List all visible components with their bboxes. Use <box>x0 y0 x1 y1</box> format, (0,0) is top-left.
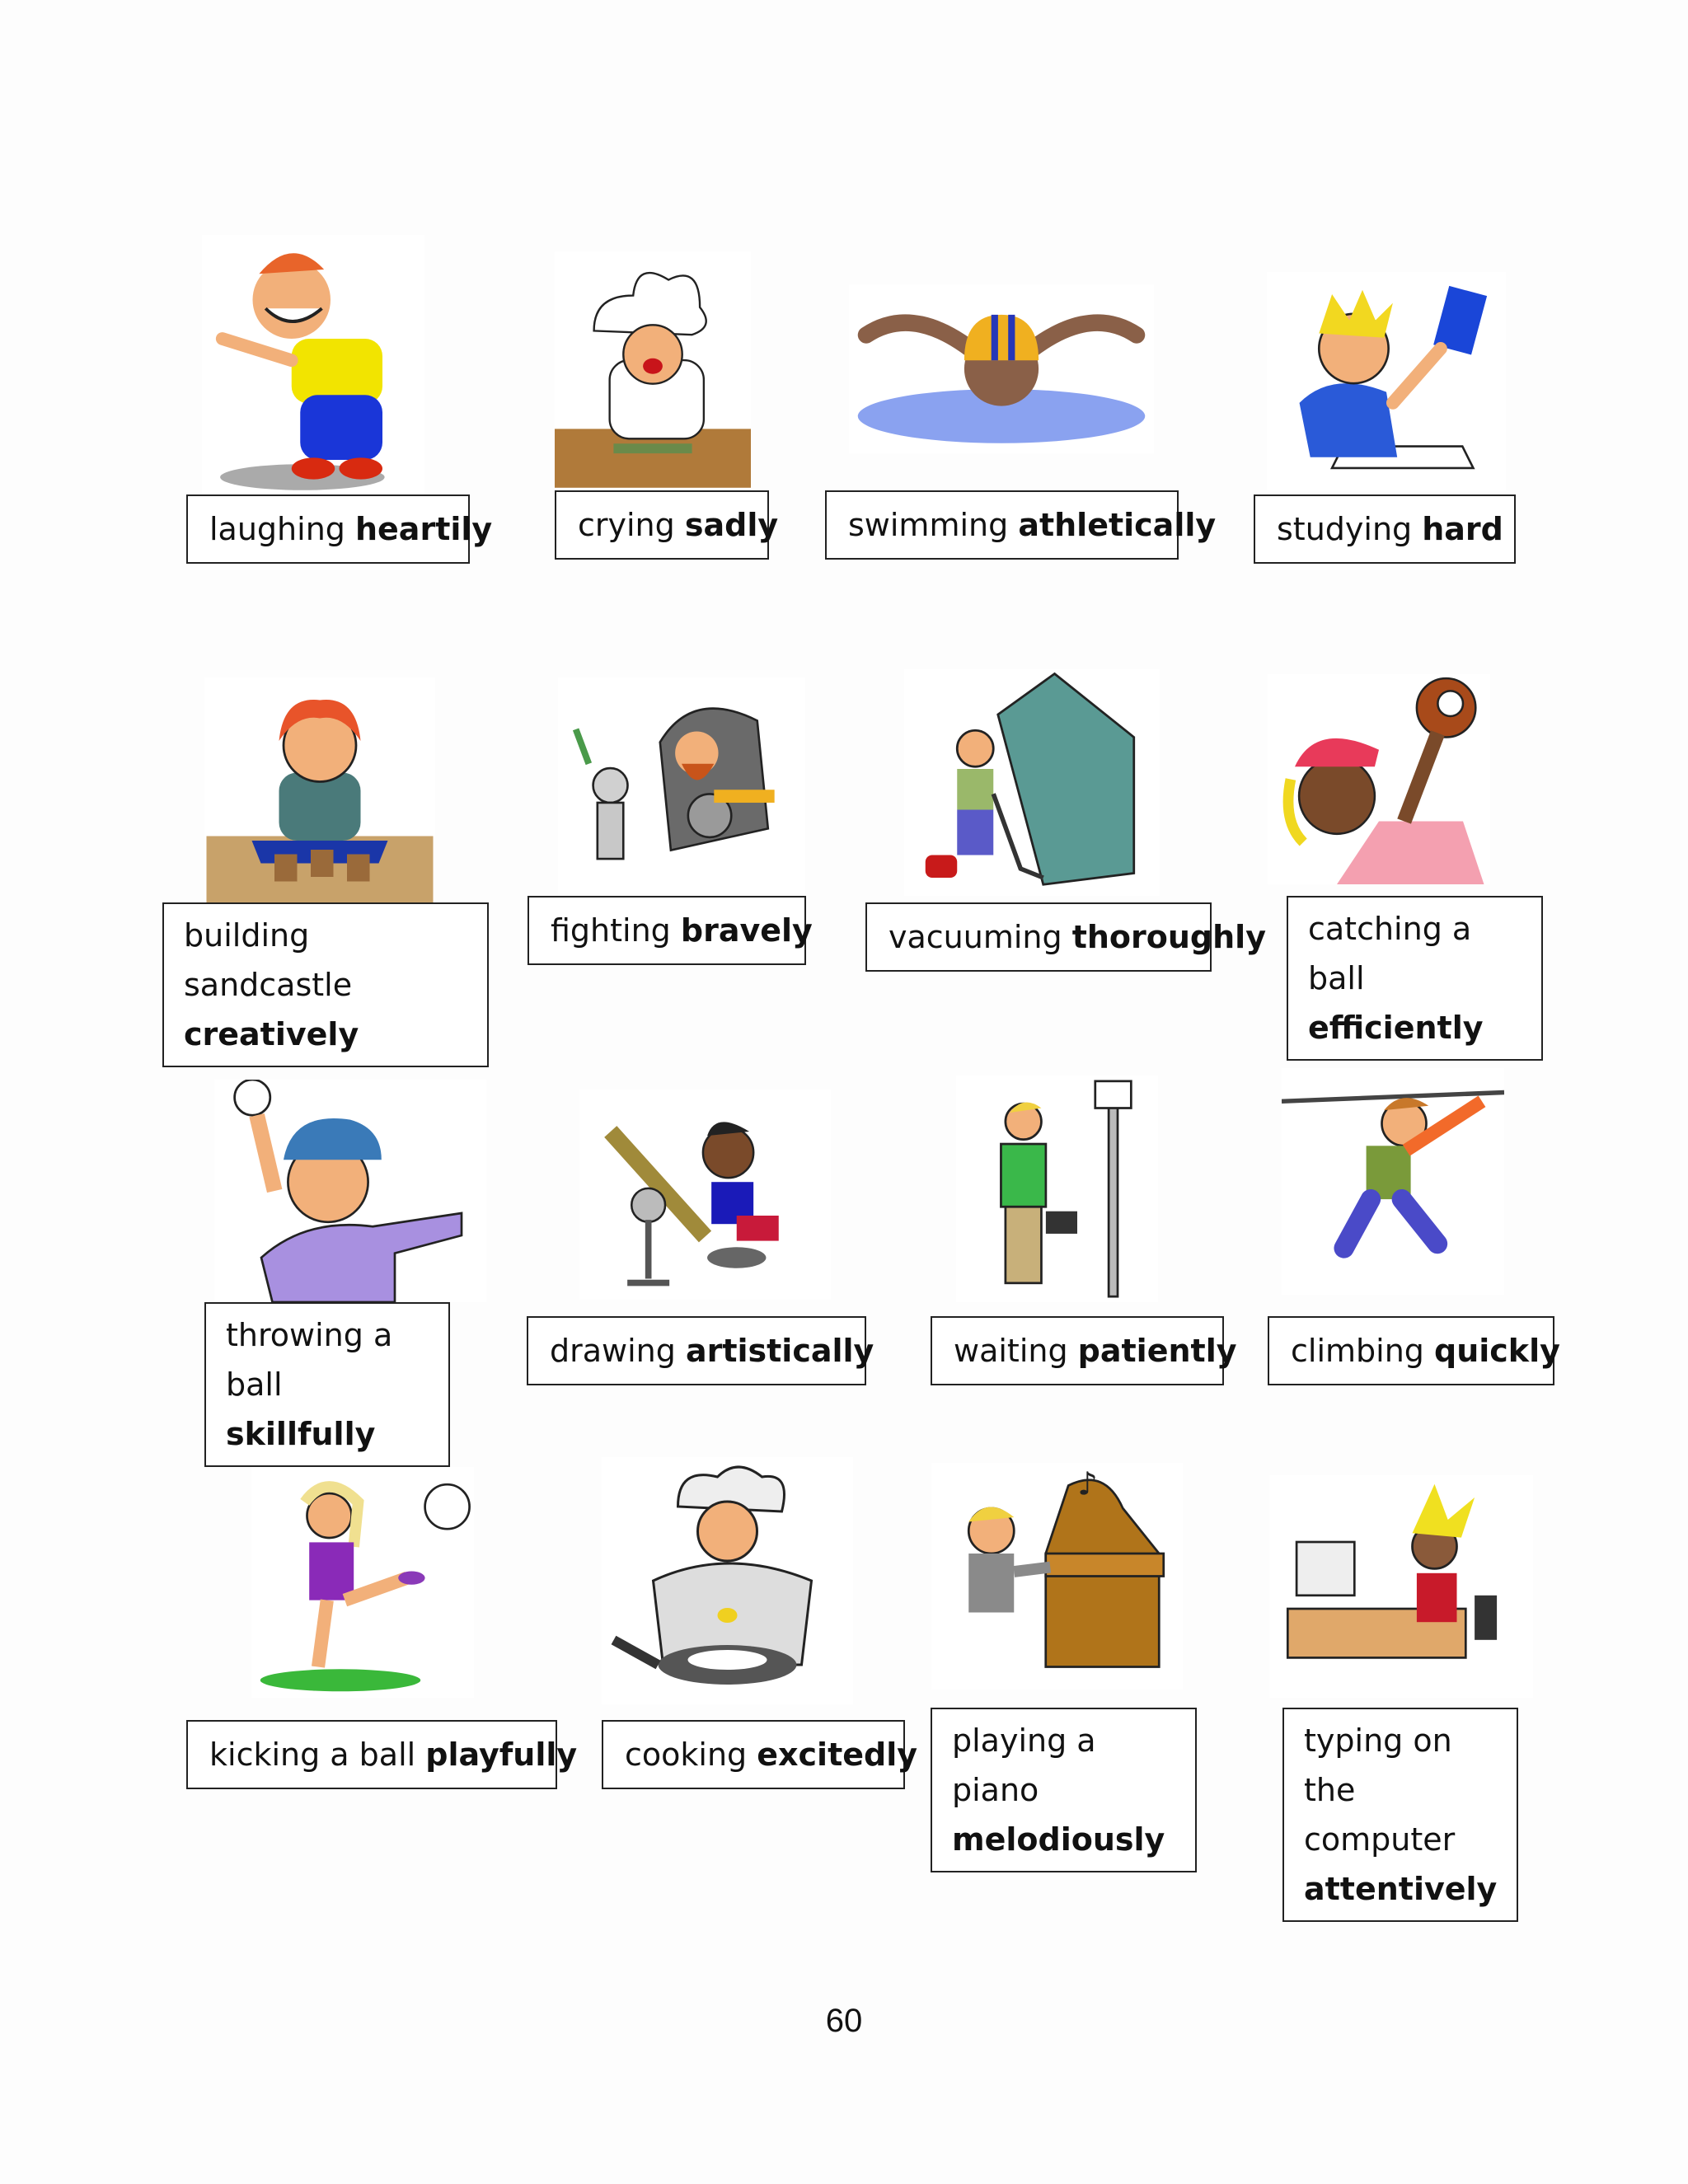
cooking-chef-icon <box>602 1457 853 1704</box>
label-card-7: vacuuming thoroughly <box>865 902 1212 972</box>
label-card-2: crying sadly <box>555 490 769 560</box>
svg-text:♪: ♪ <box>1077 1465 1098 1503</box>
crying-chef-icon <box>555 251 751 489</box>
label-card-10: drawing artistically <box>527 1316 866 1385</box>
drawing-artist-icon <box>579 1090 831 1300</box>
label-card-5: building sandcastle creatively <box>162 902 489 1067</box>
swimmer-icon <box>849 284 1154 453</box>
label-card-8: catching a ball efficiently <box>1287 896 1543 1061</box>
label-card-13: kicking a ball playfully <box>186 1720 557 1789</box>
pitcher-boy-icon <box>214 1080 486 1302</box>
laughing-boy-icon <box>202 235 424 494</box>
climbing-boy-icon <box>1282 1068 1504 1295</box>
page-number: 60 <box>825 2003 863 2039</box>
label-card-3: swimming athletically <box>825 490 1179 560</box>
bus-stop-man-icon <box>956 1076 1158 1302</box>
studying-boy-icon <box>1267 272 1506 490</box>
label-card-12: climbing quickly <box>1268 1316 1554 1385</box>
label-card-16: typing on the computer attentively <box>1282 1708 1518 1922</box>
label-card-1: laughing heartily <box>186 494 470 564</box>
label-card-6: fighting bravely <box>528 896 806 965</box>
knight-fighting-icon <box>558 677 805 893</box>
label-card-14: cooking excitedly <box>602 1720 905 1789</box>
label-card-11: waiting patiently <box>931 1316 1224 1385</box>
typing-computer-icon <box>1269 1475 1533 1698</box>
label-card-9: throwing a ball skillfully <box>204 1302 450 1467</box>
pianist-icon <box>931 1463 1183 1690</box>
vacuuming-man-icon <box>904 669 1160 896</box>
soccer-girl-icon <box>251 1467 474 1698</box>
catching-ball-girl-icon <box>1268 674 1490 884</box>
label-card-4: studying hard <box>1254 494 1516 564</box>
sandcastle-girl-icon <box>204 677 435 904</box>
label-card-15: playing a piano melodiously <box>931 1708 1197 1872</box>
